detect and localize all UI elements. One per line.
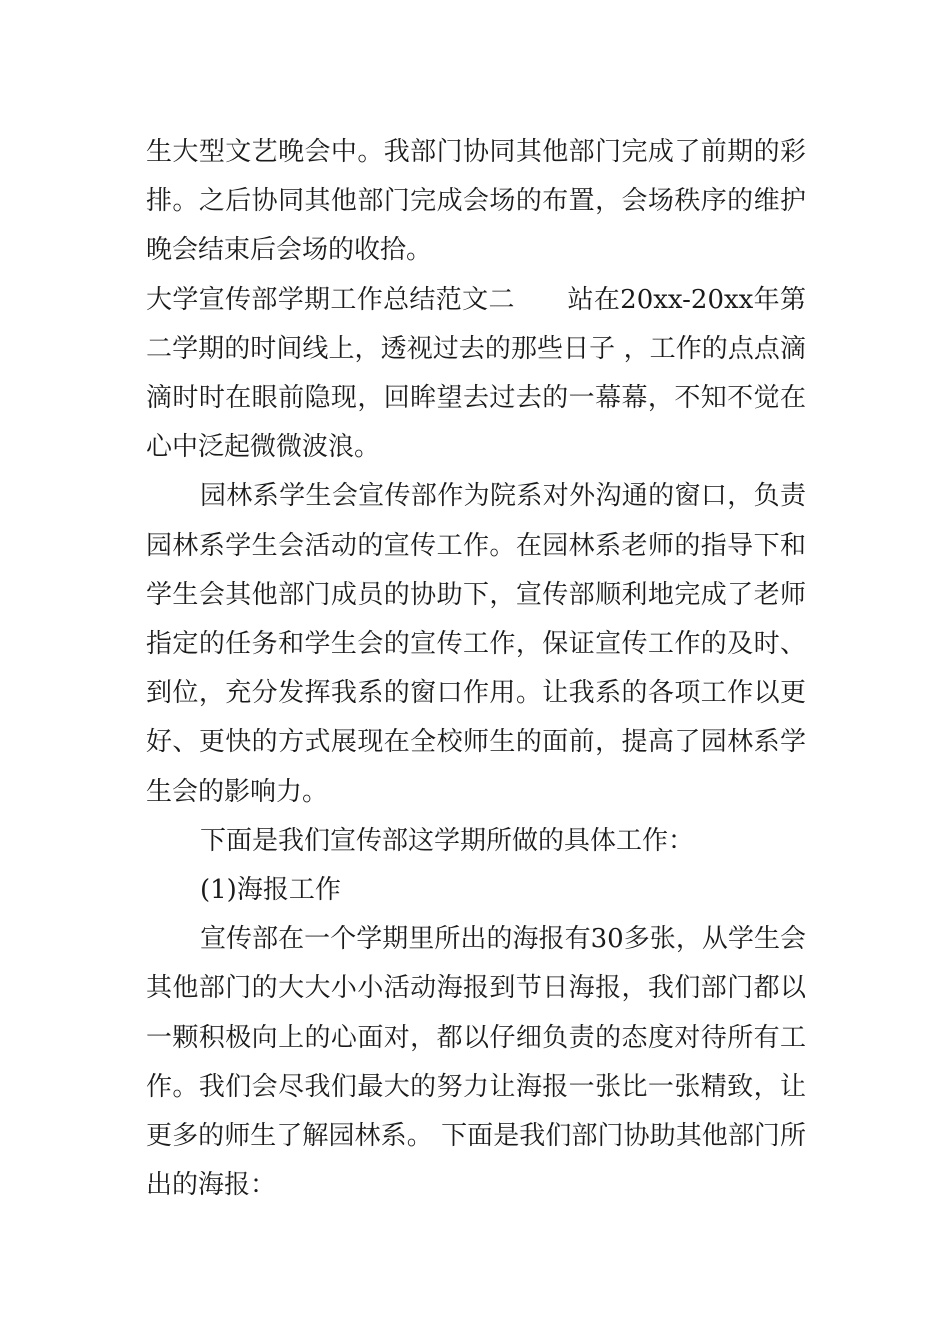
paragraph-2: 大学宣传部学期工作总结范文二 站在20xx-20xx年第二学期的时间线上，透视过去的那些日子 ，工作的点点滴滴时时在眼前隐现，回眸望去过去的一幕幕，不知不觉在心中泛起微微波浪。 (146, 284, 806, 463)
paragraph-3: 园林系学生会宣传部作为院系对外沟通的窗口，负责园林系学生会活动的宣传工作。在园林系老师的指导下和学生会其他部门成员的协助下，宣传部顺利地完成了老师指定的任务和学生会的宣传工作，保证宣传工作的及时、到位，充分发挥我系的窗口作用。让我系的各项工作以更好、更快的方式展现在全校师生的面前，提高了园林系学生会的影响力。 (146, 481, 806, 807)
paragraph-4: 下面是我们宣传部这学期所做的具体工作： (200, 825, 695, 856)
document-body (146, 128, 806, 1210)
paragraph-1: 生大型文艺晚会中。我部门协同其他部门完成了前期的彩排。之后协同其他部门完成会场的布置，会场秩序的维护晚会结束后会场的收拾。 (146, 137, 806, 266)
paragraph-5: 宣传部在一个学期里所出的海报有30多张，从学生会其他部门的大大小小活动海报到节日海报，我们部门都以一颗积极向上的心面对，都以仔细负责的态度对待所有工作。我们会尽我们最大的努力让海报一张比一张精致，让更多的师生了解园林系。 下面是我们部门协助其他部门所出的海报： (146, 924, 806, 1201)
section-heading-posters: (1)海报工作 (200, 875, 341, 906)
